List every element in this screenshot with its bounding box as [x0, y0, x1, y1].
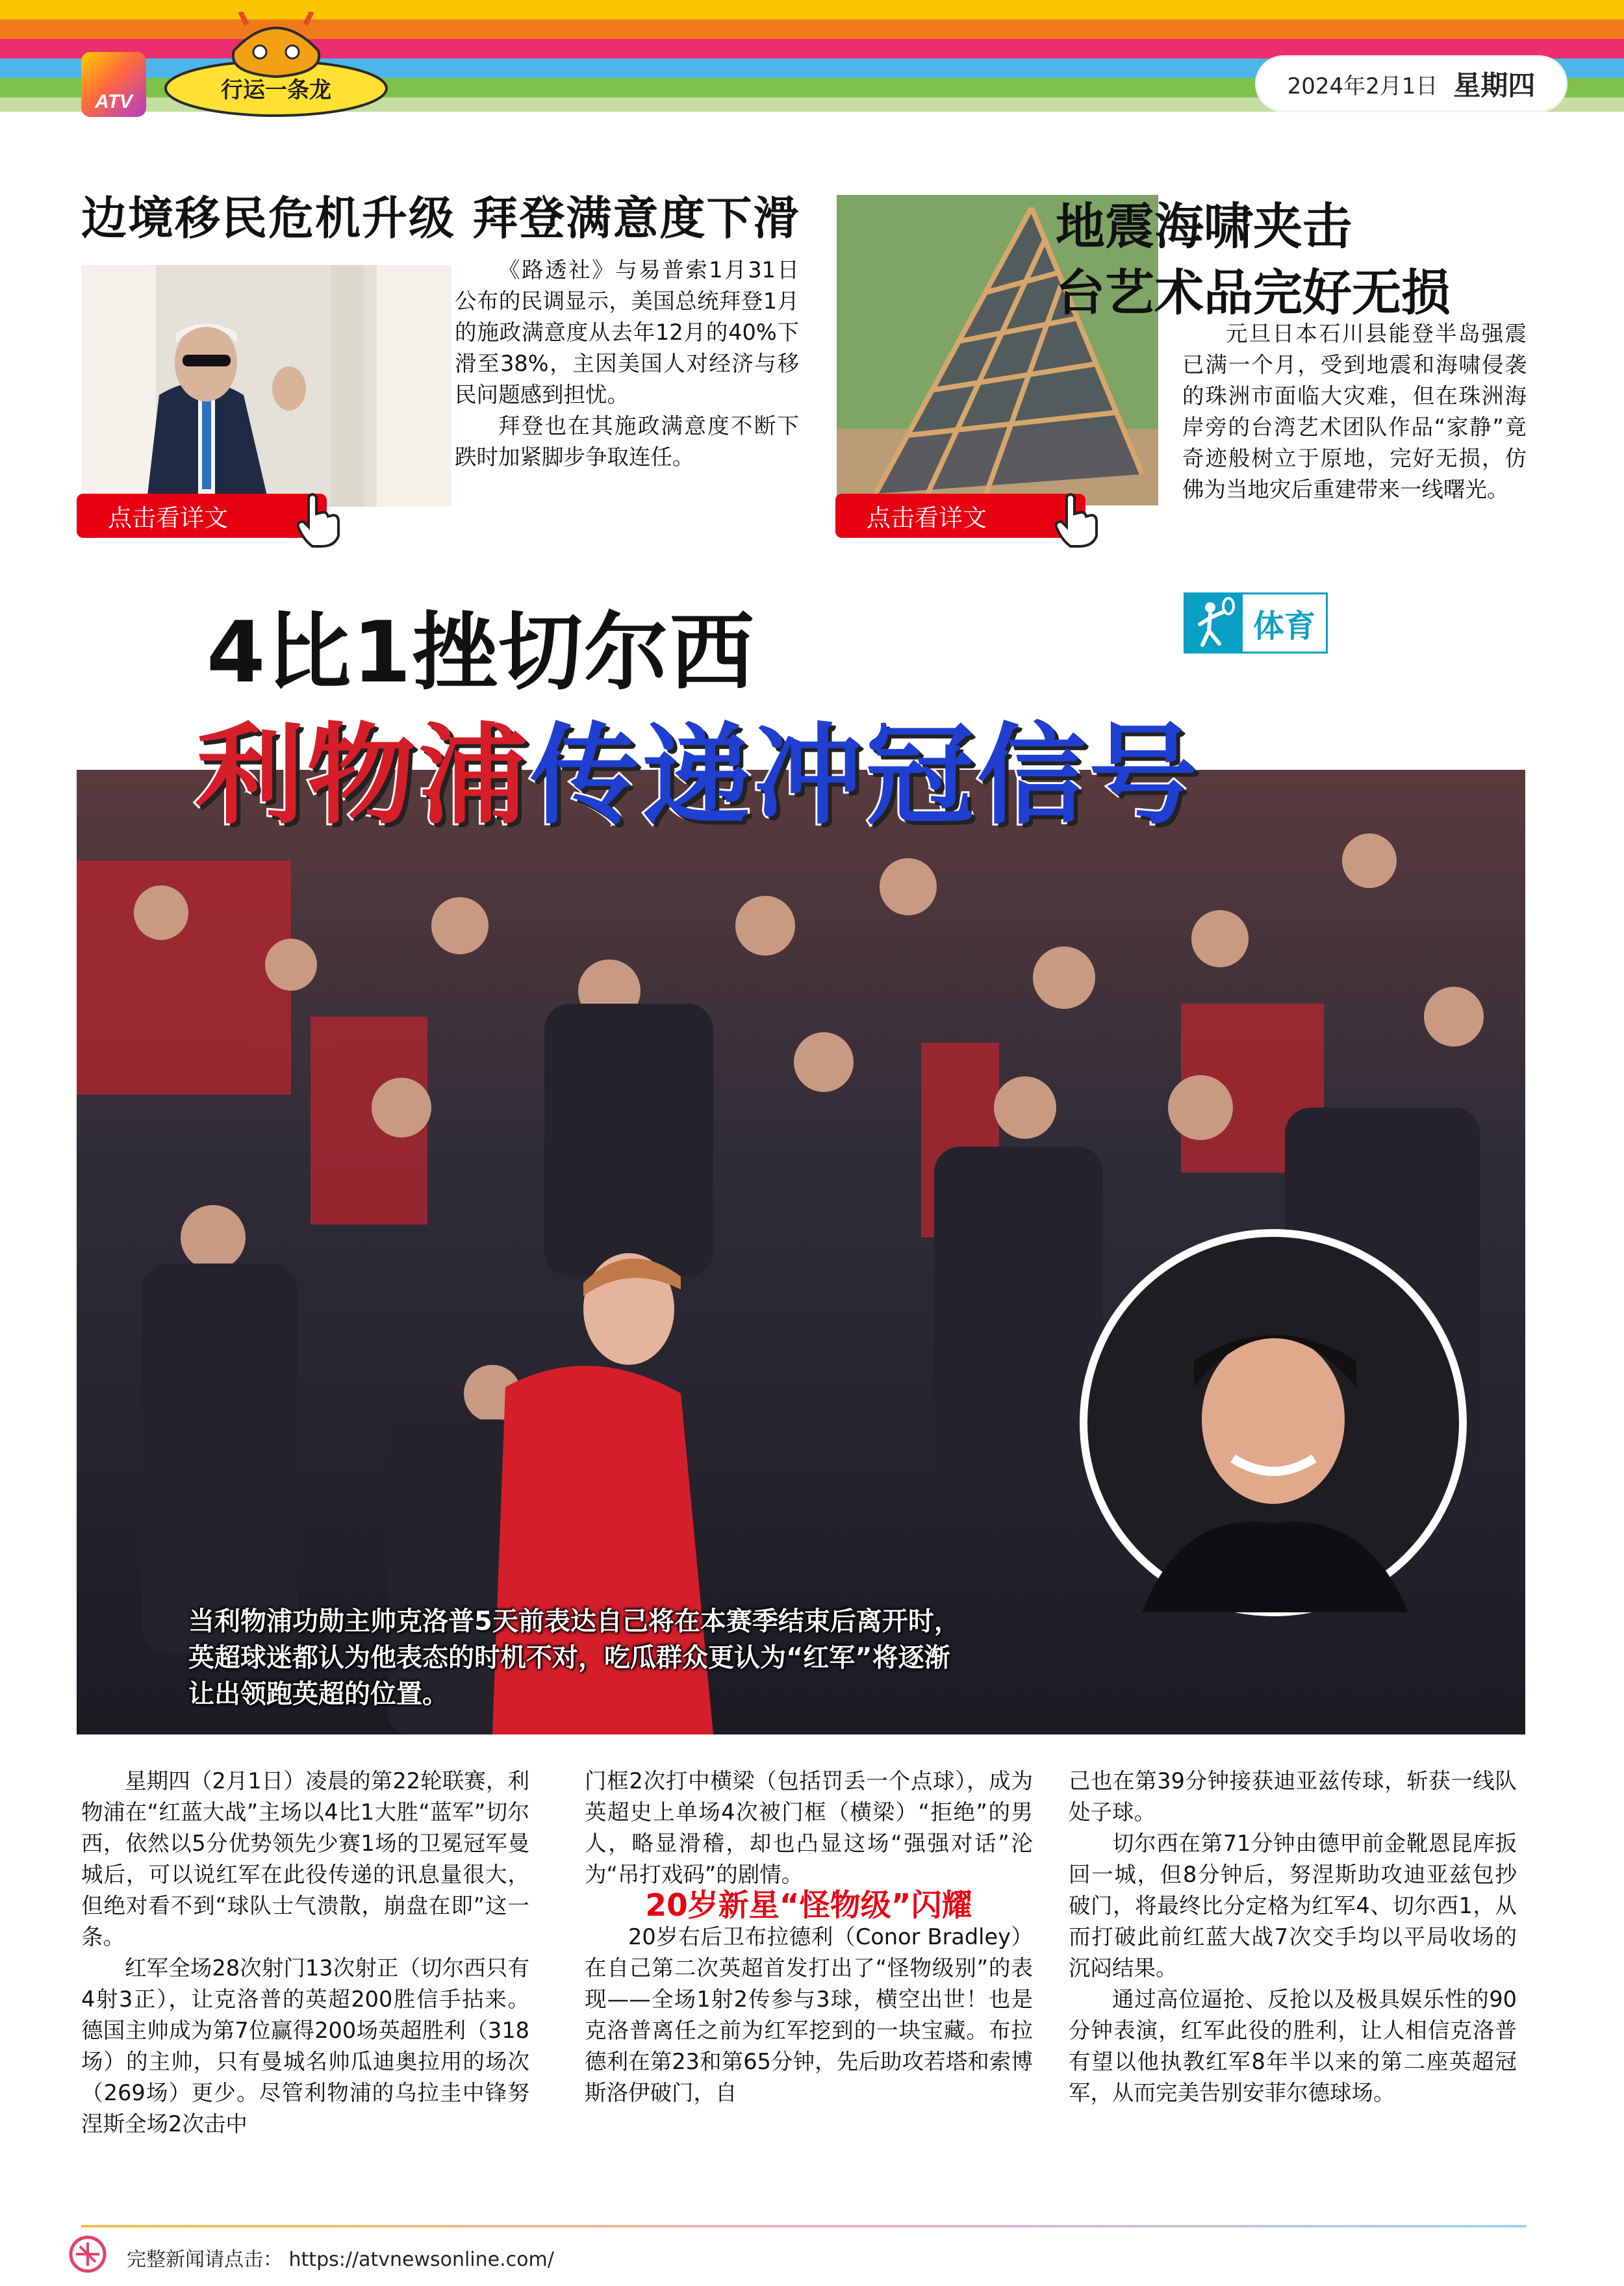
article-paragraph: 门框2次打中横梁（包括罚丢一个点球），成为英超史上单场4次被门框（横梁）“拒绝”的男人，略显滑稽，却也凸显这场“强强对话”沦为“吊打戏码”的剧情。: [585, 1768, 1033, 1887]
atv-logo: ATV: [81, 52, 146, 117]
date-text: 2024年2月1日: [1287, 73, 1438, 99]
story1-title: 边境移民危机升级 拜登满意度下滑: [81, 192, 800, 245]
article-subhead: 20岁新星“怪物级”闪耀: [645, 1888, 972, 1924]
article-column-1: [81, 1766, 529, 2140]
main-subtitle: [195, 689, 1200, 845]
news-logo-icon: [62, 2235, 114, 2274]
pointer-hand-icon[interactable]: [289, 490, 348, 549]
story2-title-line1: 地震海啸夹击: [1056, 197, 1352, 255]
badminton-icon: [1186, 594, 1243, 652]
story1-body: [455, 255, 799, 473]
main-title: 4比1挫切尔西: [207, 603, 755, 702]
biden-photo: [81, 265, 451, 507]
article-paragraph: 红军全场28次射门13次射正（切尔西只有4射3正），让克洛普的英超200胜信手拈来。德国主帅成为第7位赢得200场英超胜利（318场）的主帅，只有曼城名帅瓜迪奥拉用的场次（269场）更少。尽管利物浦的乌拉圭中锋努涅斯全场2次击中: [81, 1955, 529, 2137]
footer-link[interactable]: 完整新闻请点击： https://atvnewsonline.com/: [127, 2248, 554, 2271]
story2-detail-button[interactable]: 点击看详文: [835, 494, 1085, 538]
subtitle-blue: 传递冲冠信号: [530, 712, 1200, 839]
article-paragraph: 己也在第39分钟接获迪亚兹传球，斩获一线队处子球。: [1069, 1768, 1517, 1825]
sport-section-tag: [1184, 592, 1328, 654]
story1-paragraph: 拜登也在其施政满意度不断下跌时加紧脚步争取连任。: [455, 413, 799, 470]
pointer-hand-icon[interactable]: [1047, 490, 1106, 549]
dragon-slogan-graphic: [156, 12, 390, 122]
liverpool-celebration-photo: [77, 770, 1525, 1734]
story2-title-line2: 台艺术品完好无损: [1056, 264, 1451, 322]
slogan-text: 行运一条龙: [221, 77, 331, 103]
article-column-2: [585, 1766, 1033, 2109]
story1-detail-button[interactable]: 点击看详文: [77, 494, 327, 538]
article-paragraph: 切尔西在第71分钟由德甲前金靴恩昆库扳回一城，但8分钟后，努涅斯助攻迪亚兹包抄破门，将最终比分定格为红军4、切尔西1，从而打破此前红蓝大战7次交手均以平局收场的沉闷结果。: [1069, 1831, 1517, 1981]
date-pill: [1257, 57, 1566, 110]
article-column-3: [1069, 1766, 1517, 2109]
section-tag-label: 体育: [1243, 594, 1326, 652]
article-paragraph: 20岁右后卫布拉德利（Conor Bradley）在自己第二次英超首发打出了“怪物级别”的表现——全场1射2传参与3球，横空出世！也是克洛普离任之前为红军挖到的一块宝藏。布拉德利在第23和第65分钟，先后助攻若塔和索博斯洛伊破门，自: [585, 1924, 1033, 2105]
photo-caption: 当利物浦功勋主帅克洛普5天前表达自己将在本赛季结束后离开时，英超球迷都认为他表态的时机不对，吃瓜群众更认为“红军”将逐渐让出领跑英超的位置。: [188, 1607, 960, 1709]
article-paragraph: 通过高位逼抢、反抢以及极具娱乐性的90分钟表演，红军此役的胜利，让人相信克洛普有望以他执教红军8年半以来的第二座英超冠军，从而完美告别安菲尔德球场。: [1069, 1987, 1517, 2105]
article-paragraph: 星期四（2月1日）凌晨的第22轮联赛，利物浦在“红蓝大战”主场以4比1大胜“蓝军”切尔西，依然以5分优势领先少赛1场的卫冕冠军曼城后，可以说红军在此役传递的讯息量很大，但绝对看不到“球队士气溃散，崩盘在即”这一条。: [81, 1768, 529, 1949]
story2-paragraph: 元旦日本石川县能登半岛强震已满一个月，受到地震和海啸侵袭的珠洲市面临大灾难，但在珠洲海岸旁的台湾艺术团队作品“家静”竟奇迹般树立于原地，完好无损，仿佛为当地灾后重建带来一线曙光。: [1182, 321, 1527, 502]
story2-body: [1182, 318, 1527, 505]
subtitle-red: 利物浦: [195, 712, 530, 839]
footer-divider: [81, 2225, 1527, 2228]
weekday-text: 星期四: [1453, 70, 1536, 101]
story1-paragraph: 《路透社》与易普索1月31日公布的民调显示，美国总统拜登1月的施政满意度从去年12月的40%下滑至38%，主因美国人对经济与移民问题感到担忧。: [455, 257, 799, 407]
